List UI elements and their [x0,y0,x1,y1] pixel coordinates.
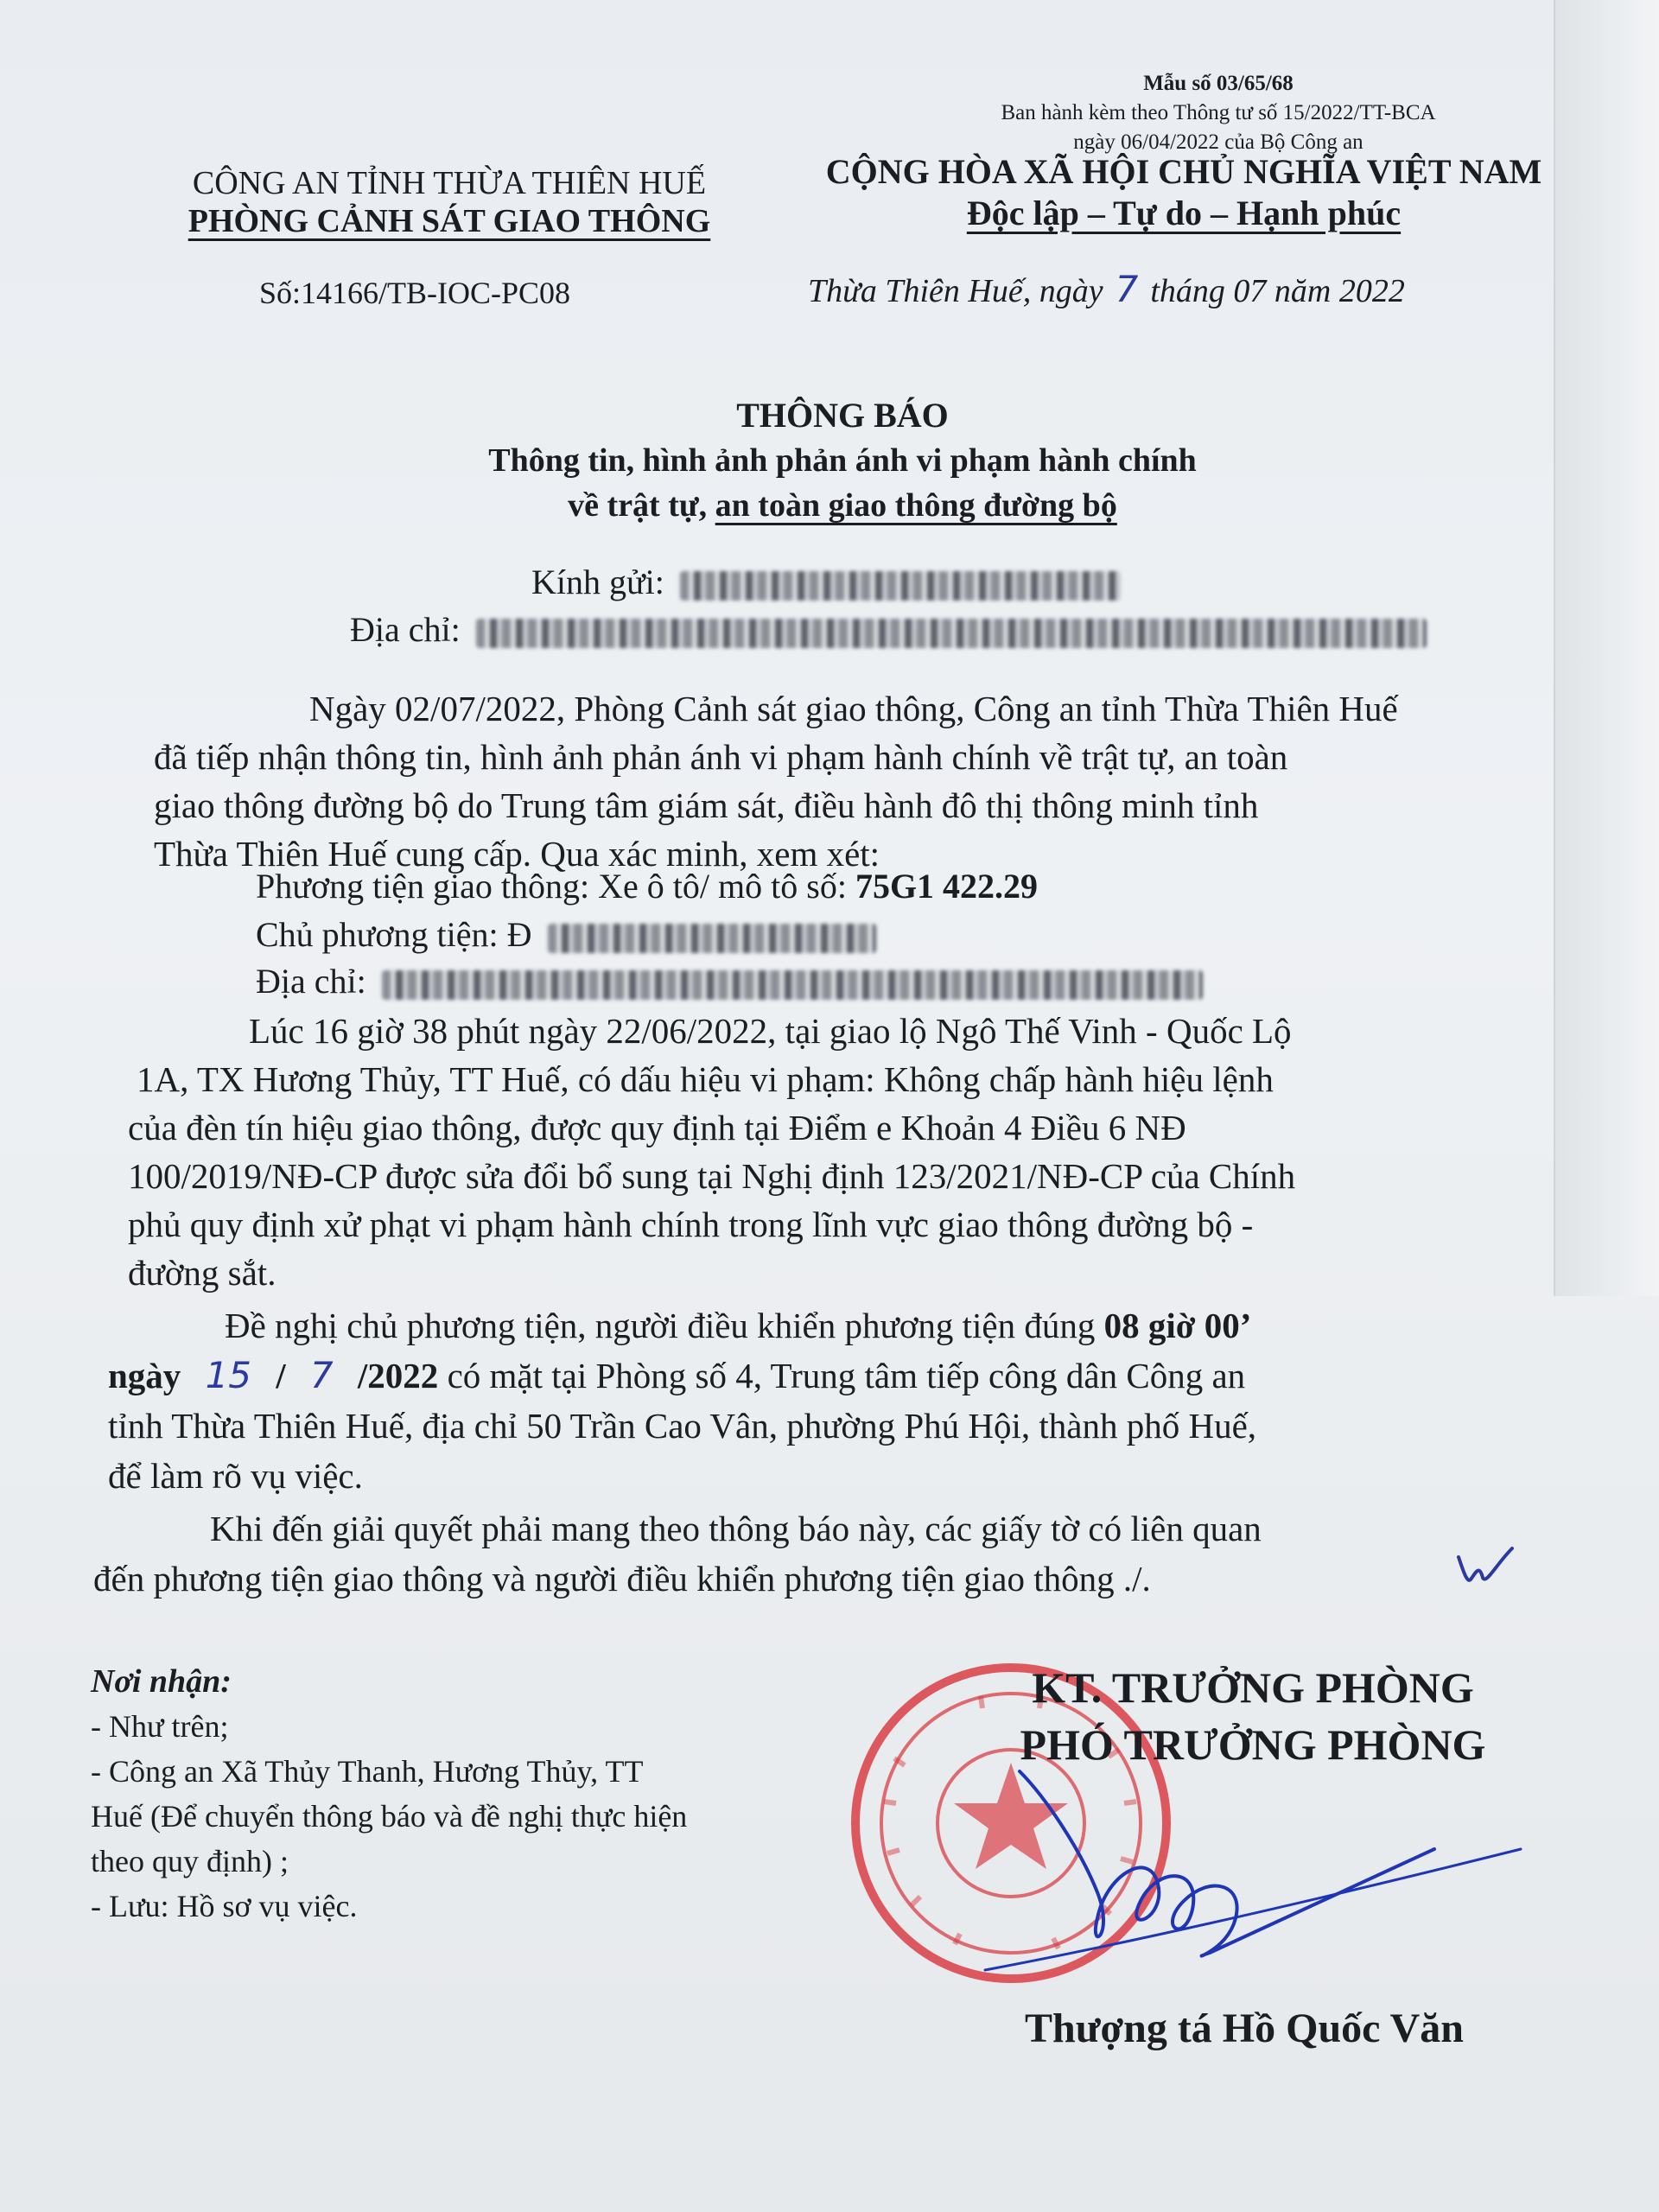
addressee-to [531,562,1121,602]
agency-line-1: CÔNG AN TỈNH THỪA THIÊN HUẾ [192,165,707,201]
p1-line-1: Ngày 02/07/2022, Phòng Cảnh sát giao thông, Công an tỉnh Thừa Thiên Huế [309,689,1398,728]
owner-label: Chủ phương tiện: [256,915,499,954]
date-prefix: Thừa Thiên Huế, ngày [808,273,1103,309]
document-number: Số:14166/TB-IOC-PC08 [259,276,571,310]
p2-line-1: Lúc 16 giờ 38 phút ngày 22/06/2022, tại giao lộ Ngô Thế Vinh - Quốc Lộ [249,1011,1292,1051]
form-code: Mẫu số 03/65/68 [1143,72,1294,95]
appointment-year: /2022 [357,1356,439,1395]
vehicle-label: Phương tiện giao thông: Xe ô tô/ mô tô số: [256,867,847,906]
to-label: Kính gửi: [531,563,664,601]
addressee-address [350,609,1427,650]
national-header [743,151,1624,234]
p2-line-2: 1A, TX Hương Thủy, TT Huế, có dấu hiệu vi phạm: Không chấp hành hiệu lệnh [137,1059,1274,1099]
p1-line-3: giao thông đường bộ do Trung tâm giám sát, điều hành đô thị thông minh tỉnh [154,785,1259,825]
p2-line-4: 100/2019/NĐ-CP được sửa đổi bổ sung tại Nghị định 123/2021/NĐ-CP của Chính [128,1156,1296,1196]
p3-line-3: tỉnh Thừa Thiên Huế, địa chỉ 50 Trần Cao Vân, phường Phú Hội, thành phố Huế, [108,1406,1257,1446]
owner-line [256,914,876,955]
sign-line-2: PHÓ TRƯỞNG PHÒNG [1020,1720,1486,1769]
date-suffix: tháng 07 năm 2022 [1150,273,1405,309]
recipients-block [91,1659,687,1929]
recipient-2-line-3: theo quy định) ; [91,1844,289,1878]
redacted-address [476,619,1427,648]
form-reference [942,69,1495,157]
title-main: THÔNG BÁO [736,396,949,435]
date-separator: / [276,1356,286,1395]
title-sub-2 [259,483,1426,528]
owner-address-label: Địa chỉ: [256,962,366,1001]
handwritten-checkmark-icon [1452,1538,1521,1599]
paragraph-1 [154,684,1398,878]
appointment-day-handwritten: 15 [205,1354,252,1396]
sign-line-1: KT. TRƯỞNG PHÒNG [1032,1663,1474,1712]
p4-line-1: Khi đến giải quyết phải mang theo thông báo này, các giấy tờ có liên quan [210,1509,1262,1548]
title-sub-2a: về trật tự, [568,487,708,524]
paragraph-4 [93,1503,1262,1604]
notice-title [259,393,1426,528]
paragraph-3 [108,1300,1256,1501]
signer-name: Thượng tá Hồ Quốc Văn [1025,2005,1464,2051]
p3-line-4: để làm rõ vụ việc. [108,1456,363,1496]
recipient-2-line-2: Huế (Để chuyển thông báo và đề nghị thực hiện [91,1799,688,1834]
p3-line-1a: Đề nghị chủ phương tiện, người điều khiển phương tiện đúng [225,1306,1096,1345]
recipient-1: - Như trên; [91,1709,229,1744]
p3-line-2-rest: có mặt tại Phòng số 4, Trung tâm tiếp công dân Công an [447,1356,1246,1395]
title-sub-2b: an toàn giao thông đường bộ [715,487,1117,524]
nation-line-1: CỘNG HÒA XÃ HỘI CHỦ NGHĨA VIỆT NAM [825,152,1542,191]
document-date [808,268,1405,310]
vehicle-line [256,866,1038,906]
p1-line-2: đã tiếp nhận thông tin, hình ảnh phản ánh vi phạm hành chính về trật tự, an toàn [154,737,1288,777]
p3-ngay: ngày [108,1356,181,1395]
redacted-owner [548,924,876,953]
owner-initial: Đ [506,915,532,954]
agency-line-2: PHÒNG CẢNH SÁT GIAO THÔNG [188,203,711,239]
p4-line-2: đến phương tiện giao thông và người điều khiển phương tiện giao thông ./. [93,1559,1151,1599]
p3-line-1 [108,1300,1256,1351]
appointment-month-handwritten: 7 [309,1354,334,1396]
address-label: Địa chỉ: [350,610,461,649]
recipient-3: - Lưu: Hồ sơ vụ việc. [91,1889,358,1923]
paragraph-2 [128,1007,1295,1297]
redacted-owner-address [382,970,1203,1000]
p3-line-2 [108,1351,1256,1401]
recipient-2-line-1: - Công an Xã Thủy Thanh, Hương Thủy, TT [91,1754,644,1789]
vehicle-plate: 75G1 422.29 [855,867,1039,906]
recipients-heading: Nơi nhận: [91,1663,232,1700]
p3-appointment-time: 08 giờ 00’ [1103,1306,1252,1345]
nation-motto: Độc lập – Tự do – Hạnh phúc [966,194,1402,232]
form-issued-by: Ban hành kèm theo Thông tư số 15/2022/TT-BCA [1001,101,1436,124]
p2-line-5: phủ quy định xử phạt vi phạm hành chính trong lĩnh vực giao thông đường bộ - [128,1205,1254,1244]
date-day-handwritten: 7 [1115,268,1139,310]
title-sub-1: Thông tin, hình ảnh phản ánh vi phạm hành chính [488,442,1197,479]
p1-line-4: Thừa Thiên Huế cung cấp. Qua xác minh, xem xét: [154,834,880,874]
redacted-name [680,571,1121,601]
form-issued-date: ngày 06/04/2022 của Bộ Công an [1073,130,1363,154]
handwritten-signature-icon [950,1745,1538,2005]
p2-line-3: của đèn tín hiệu giao thông, được quy định tại Điểm e Khoản 4 Điều 6 NĐ [128,1108,1186,1147]
owner-address-line [256,961,1203,1001]
agency-header [147,164,752,240]
p2-line-6: đường sắt. [128,1253,276,1293]
